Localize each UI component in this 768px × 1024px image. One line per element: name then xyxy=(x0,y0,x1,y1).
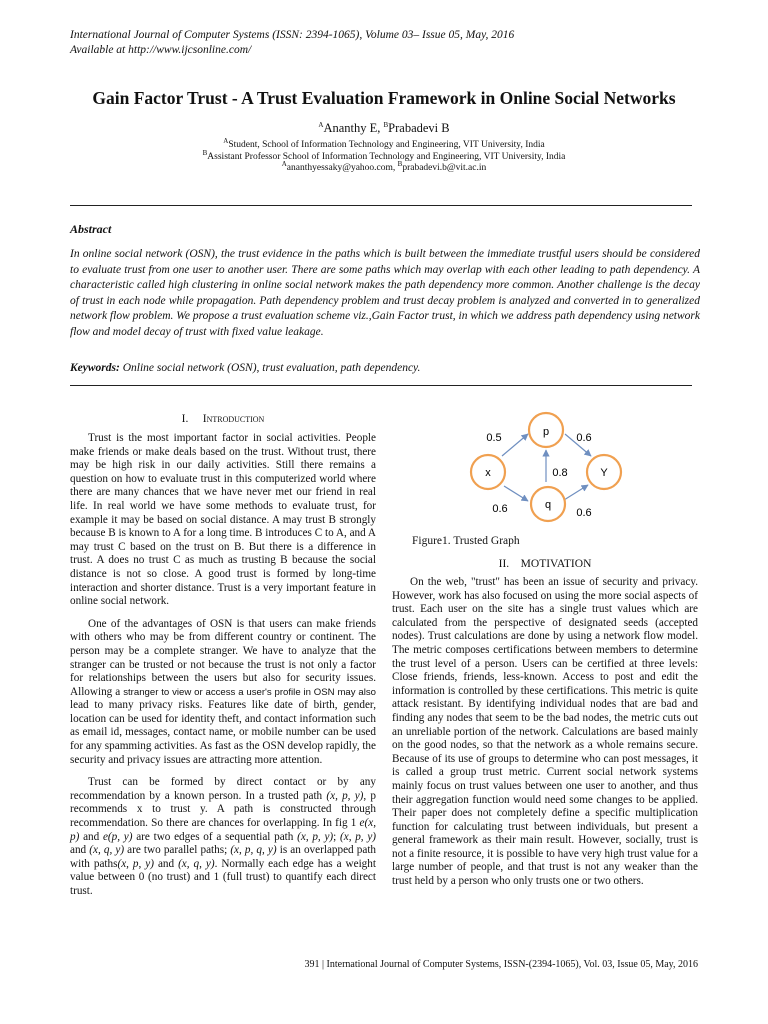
author-a-sup: A xyxy=(318,120,324,129)
p3-s15: is an overlapped path with paths xyxy=(70,844,377,870)
journal-line: International Journal of Computer Systems (ISSN: 2394-1065), Volume 03– Issue 05, May, 2016 xyxy=(70,29,515,41)
affiliations xyxy=(40,136,728,175)
p3-s13: are two parallel paths; xyxy=(127,844,228,857)
intro-p2-part-a: One of the advantages of OSN is that users can make friends with others who may be from different country or continent. The person may be a complete stranger. We have to analyze that the stranger can be trusted or not because the trust is not only a factor for relationships between the users but also for security issues. Allowing a xyxy=(70,617,376,698)
edge-x-q xyxy=(504,486,528,501)
node-y-label: Y xyxy=(600,467,608,479)
abstract-divider xyxy=(70,385,692,386)
paper-title: Gain Factor Trust - A Trust Evaluation Framework in Online Social Networks xyxy=(92,88,676,108)
top-divider xyxy=(70,205,692,206)
p3-s7: are two edges of a sequential path xyxy=(136,830,294,843)
affil-1-text: Student, School of Information Technology and Engineering, VIT University, India xyxy=(228,140,545,150)
journal-url[interactable]: Available at http://www.ijcsonline.com/ xyxy=(70,44,252,56)
email-a-sup: A xyxy=(281,159,287,168)
journal-header xyxy=(70,28,514,58)
abstract-heading: Abstract xyxy=(70,222,112,236)
author-b-sup: B xyxy=(383,120,389,129)
trusted-graph-figure xyxy=(462,406,637,526)
email-b-sup: B xyxy=(397,159,403,168)
p3-s16: (x, p, y) xyxy=(117,857,154,870)
node-q-label: q xyxy=(544,499,552,511)
right-column xyxy=(392,576,698,898)
weight-p-y: 0.6 xyxy=(576,432,592,444)
edge-q-y xyxy=(564,485,588,500)
edge-x-p xyxy=(502,434,528,456)
keywords xyxy=(70,362,700,374)
node-p-label: p xyxy=(542,426,550,438)
email-a[interactable]: ananthyessaky@yahoo.com, xyxy=(286,163,396,173)
p3-s6: e(p, y) xyxy=(102,830,133,843)
keywords-label: Keywords: xyxy=(70,362,120,374)
affil-1-sup: A xyxy=(223,136,229,145)
motivation-paragraph: On the web, "trust" has been an issue of security and privacy. However, work has also focused on using the more social aspects of trust. Each user on the site has a single trust values which are calculated from the perspective of designated seeds (accepted nodes). Trust calculations are done by using a network flow model. The metric composes certifications between members to determine the trust level of a person. Users can be certified at three levels: Close friends, friends, less-known. Access to post and edit the information is controlled by these certifications. This metric is quite attack resistant. By identifying individual nodes that are bad and finding any nodes that seem to be the bad nodes, the metric cuts out an unreliable portion of the network. Calculations are based mainly on the good nodes, so that the network as a whole remains secure. Because of its use of groups to determine who can post messages, it is called a group trust metric. Current social network systems mainly focus on trust values between one user to another, and thus their aggregation function would need some changes to be applied. Their paper does not completely define a specific multiplication function for calculating trust between individuals, but present a general framework as their main result. However, socially, trust is not a finite resource, it is possible to have very high trust value for a large number of people, and that trust is not any weaker than the trust held by a person who only trusts one or two others. xyxy=(392,576,698,888)
p3-s12: (x, q, y) xyxy=(89,844,125,857)
p3-s5: and xyxy=(83,830,100,843)
p3-s18: (x, q, y) xyxy=(178,857,215,870)
intro-paragraph-1: Trust is the most important factor in social activities. People make friends or make deals based on the trust. Without trust, there may be high risk in our daily activities. Still there remains a question on how to evaluate trust in this computerized world where there are many chances that we have never met our friend in real life. In real world we have some methods to evaluate trust, for example it may be based on social distance. A may trust B strongly because B is known to A for a long time. B introduces C to A, and A may trust C based on the trust on B. But there is a difference in trust. A does no trust C as much as trusting B because the social distance is not so close. A good trust is formed by long-time interaction and shorter distance. Trust is a very important feature in online social network. xyxy=(70,432,376,608)
motivation-number: II. xyxy=(498,558,510,570)
p3-s2: (x, p, y) xyxy=(326,789,364,802)
p3-s9: ; xyxy=(333,830,337,843)
weight-x-q: 0.6 xyxy=(492,503,508,515)
intro-heading xyxy=(70,413,376,425)
affil-2-sup: B xyxy=(202,148,208,157)
intro-number: I. xyxy=(181,413,189,425)
motivation-title: MOTIVATION xyxy=(520,558,592,570)
p3-s11: and xyxy=(70,844,87,857)
p3-s3: , p recommends x to trust y. A path is constructed through recommendation. So there are chances for overlapping. In fig 1 xyxy=(70,789,376,830)
intro-paragraph-2 xyxy=(70,618,376,768)
author-a: Ananthy E, xyxy=(323,121,381,135)
emails xyxy=(40,159,728,175)
affiliation-2 xyxy=(40,148,728,164)
weight-x-p: 0.5 xyxy=(486,432,502,444)
affil-2-text: Assistant Professor School of Information Technology and Engineering, VIT University, India xyxy=(207,151,566,162)
author-line xyxy=(40,121,728,136)
intro-p2-part-b: lead to many privacy risks. Features like date of birth, gender, location can be used for identity theft, and contact information such as email id, messages, contact name, or mobile number can be used for any spamming activities. As fast as the OSN develop rapidly, the security and privacy issues are attracting more attention. xyxy=(70,699,376,766)
motivation-heading xyxy=(392,558,698,570)
p3-s1: Trust can be formed by direct contact or by any recommendation by a known person. In a trusted path xyxy=(70,776,376,802)
abstract-text: In online social network (OSN), the trust evidence in the paths which is built between the immediate trustful users should be considered to evaluate trust from one user to another user. There are some paths which may overlap with each other leading to path dependency. A characteristic called high clustering in online social network makes the path dependency more common. Another challenge is the decay of trust in each node while propagation. Path dependency problem and trust decay problem is analyzed and converted in to generalized network flow problem. We propose a trust evaluation scheme viz.,Gain Factor trust, in which we address path dependency using network flow and model decay of trust with fixed value leakage. xyxy=(70,248,700,338)
author-b: Prabadevi B xyxy=(388,121,450,135)
p3-s8: (x, p, y) xyxy=(297,830,334,843)
keywords-text: Online social network (OSN), trust evaluation, path dependency. xyxy=(122,362,421,374)
p3-s10: (x, p, y) xyxy=(340,830,377,843)
intro-title: Introduction xyxy=(202,413,265,425)
intro-paragraph-3 xyxy=(70,776,376,898)
left-column xyxy=(70,432,376,908)
p3-s4: e(x, p) xyxy=(70,817,376,843)
p3-s17: and xyxy=(157,857,175,870)
p3-s14: (x, p, q, y) xyxy=(230,844,277,857)
affiliation-1 xyxy=(40,136,728,152)
node-x-label: x xyxy=(485,467,491,479)
figure-caption: Figure1. Trusted Graph xyxy=(412,535,520,547)
page-footer: 391 | International Journal of Computer Systems, ISSN-(2394-1065), Vol. 03, Issue 05, May, 2016 xyxy=(304,959,698,970)
weight-q-y: 0.6 xyxy=(576,507,592,519)
intro-p2-sans: stranger to view or access a user's profile in OSN may also xyxy=(123,686,377,698)
email-b[interactable]: prabadevi.b@vit.ac.in xyxy=(402,163,487,173)
weight-q-p: 0.8 xyxy=(552,467,568,479)
p3-s19: . Normally each edge has a weight value between 0 (no trust) and 1 (full trust) to quantify each direct trust. xyxy=(70,857,376,897)
